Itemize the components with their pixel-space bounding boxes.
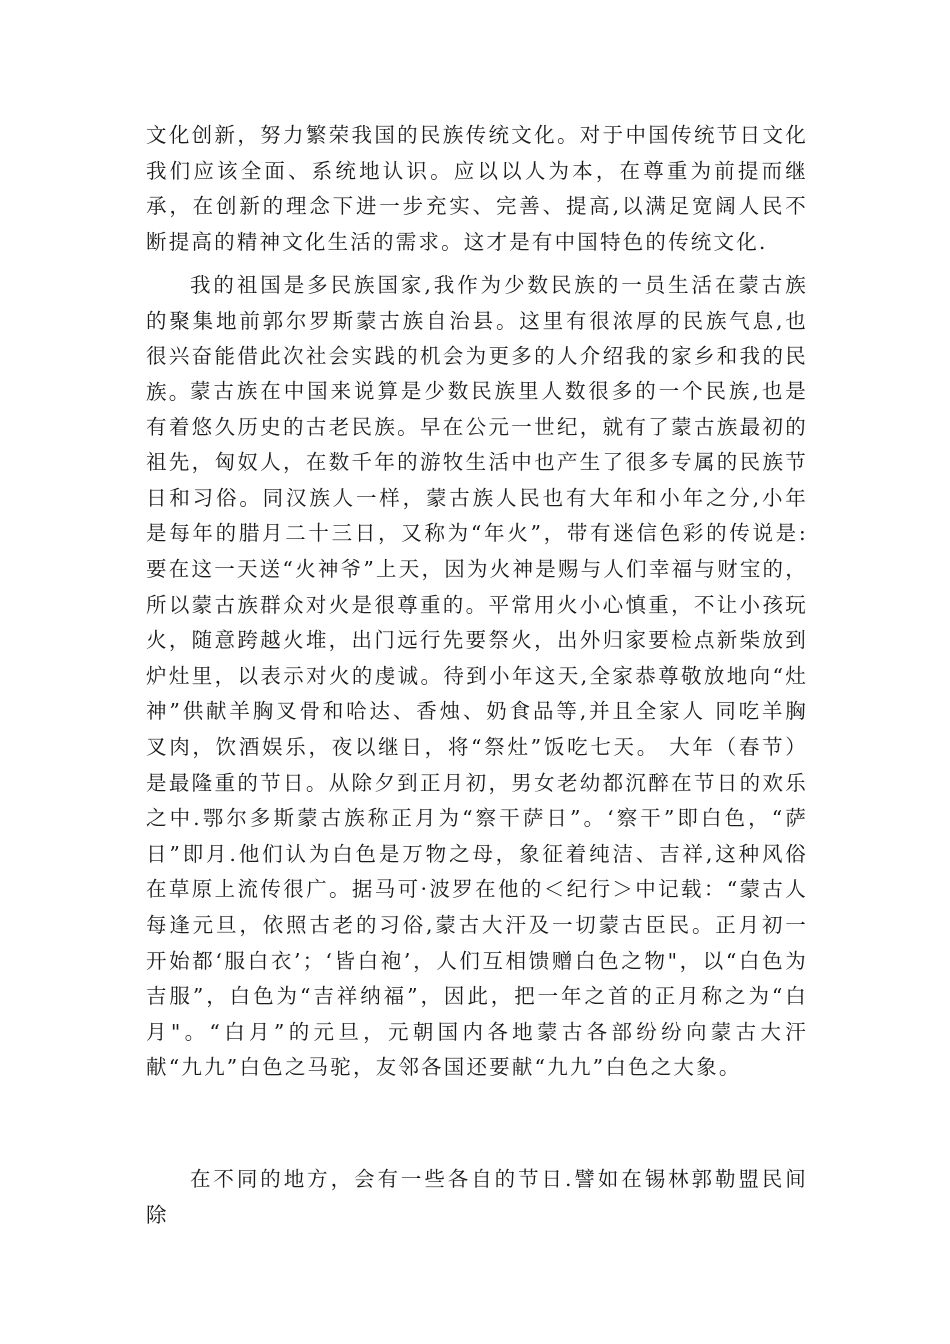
paragraph-3: 蒙古族在中国来说算是少数民族里人数很多的一个民族,也是有着悠久历史的古老民族。早在公元一世纪，就有了蒙古族最初的祖先，匈奴人，在数千年的游牧生活中也产生了很多专属的民族节日和习俗。同汉族人一样，蒙古族人民也有大年和小年之分,小年是每年的腊月二十三日，又称为“年火”，带有迷信色彩的传说是:要在这一天送“火神爷”上天，因为火神是赐与人们幸福与财宝的，所以蒙古族群众对火是很尊重的。平常用火小心慎重，不让小孩玩火，随意跨越火堆，出门远行先要祭火，出外归家要检点新柴放到炉灶里，以表示对火的虔诚。待到小年这天,全家恭尊敬放地向“灶神”供献羊胸叉骨和哈达、香烛、奶食品等,并且全家人 同吃羊胸叉肉，饮酒娱乐，夜以继日，将“祭灶”饭吃七天。 大年（春节）是最隆重的节日。从除夕到正月初，男女老幼都沉醉在节日的欢乐之中.鄂尔多斯蒙古族称正月为“察干萨日”。‘察干”即白色，“萨日”即月.他们认为白色是万物之母，象征着纯洁、吉祥,这种风俗在草原上流传很广。据马可·波罗在他的＜纪行＞中记载：“蒙古人每逢元旦，依照古老的习俗,蒙古大汗及一切蒙古臣民。正月初一开始都‘服白衣’；‘皆白袍’，人们互相馈赠白色之物"，以“白色为吉服”，白色为“吉祥纳福”，因此，把一年之首的正月称之为“白月"。“白月”的元旦，元朝国内各地蒙古各部纷纷向蒙古大汗献“九九”白色之马驼，友邻各国还要献“九九”白色之大象。 (146, 379, 808, 1080)
paragraph-1: 文化创新，努力繁荣我国的民族传统文化。对于中国传统节日文化我们应该全面、系统地认识。应以以人为本，在尊重为前提而继承，在创新的理念下进一步充实、完善、提高,以满足宽阔人民不断提高的精神文化生活的需求。这才是有中国特色的传统文化. (146, 123, 808, 254)
paragraph-2: 我的祖国是多民族国家,我作为少数民族的一员生活在蒙古族的聚集地前郭尔罗斯蒙古族自治县。这里有很浓厚的民族气息,也很兴奋能借此次社会实践的机会为更多的人介绍我的家乡和我的民族。 (146, 273, 808, 404)
paragraph-4: 在不同的地方，会有一些各自的节日.譬如在锡林郭勒盟民间除 (146, 1167, 808, 1227)
